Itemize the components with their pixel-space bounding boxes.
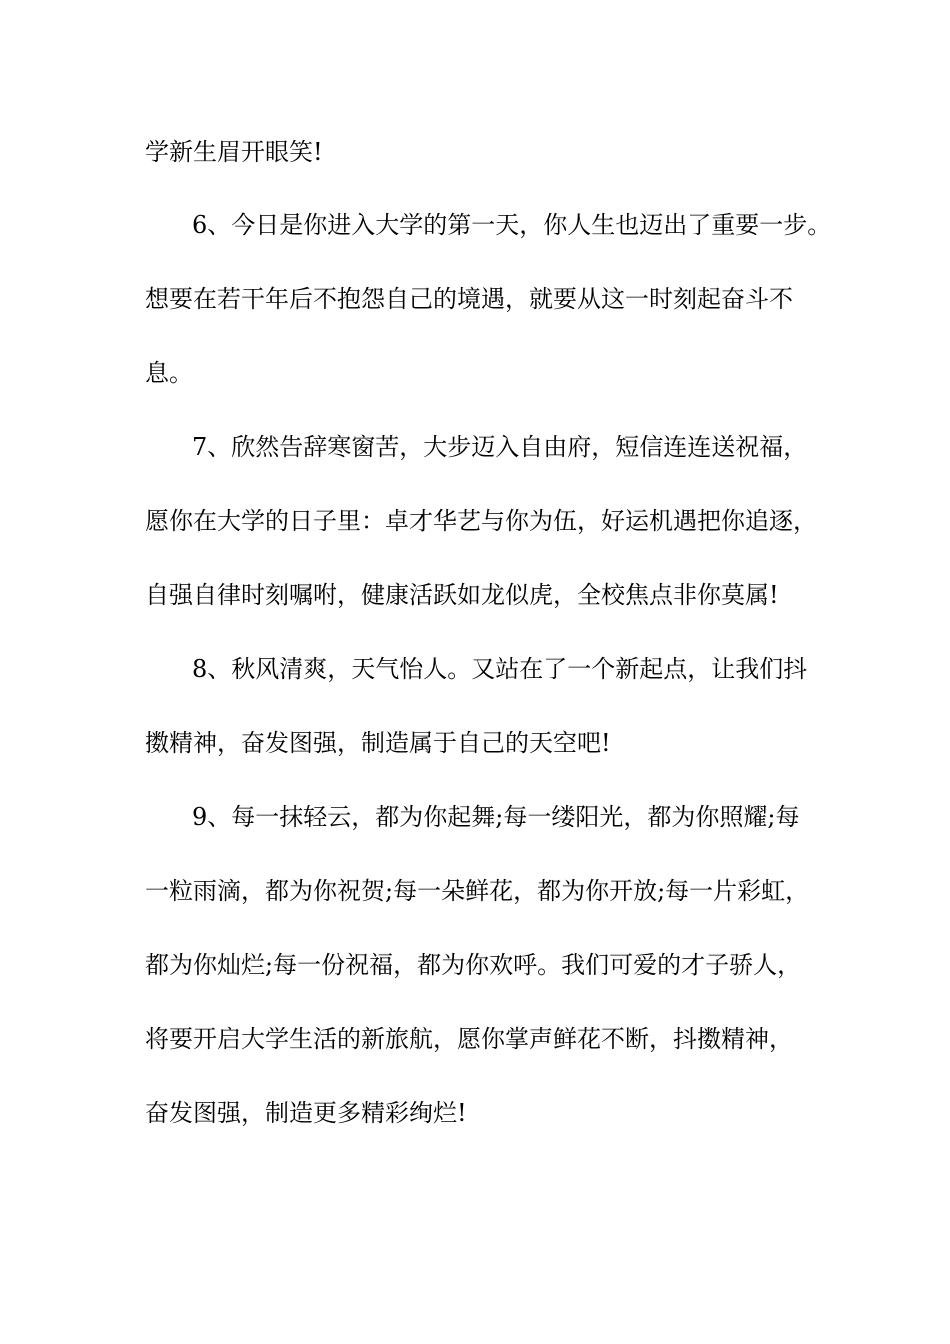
paragraph-9-line-1: 9、每一抹轻云，都为你起舞;每一缕阳光，都为你照耀;每 <box>192 803 800 831</box>
paragraph-8-line-2: 擞精神，奋发图强，制造属于自己的天空吧! <box>145 729 611 757</box>
paragraph-7-line-1: 7、欣然告辞寒窗苦，大步迈入自由府，短信连连送祝福， <box>192 433 808 461</box>
paragraph-9-line-4: 将要开启大学生活的新旅航，愿你掌声鲜花不断，抖擞精神， <box>145 1025 793 1053</box>
paragraph-8-line-1: 8、秋风清爽，天气怡人。又站在了一个新起点，让我们抖 <box>192 655 808 683</box>
paragraph-7-line-2: 愿你在大学的日子里：卓才华艺与你为伍，好运机遇把你追逐， <box>145 507 817 535</box>
paragraph-6-line-3: 息。 <box>145 359 193 387</box>
paragraph-6-line-1: 6、今日是你进入大学的第一天，你人生也迈出了重要一步。 <box>192 211 832 239</box>
paragraph-9-line-3: 都为你灿烂;每一份祝福，都为你欢呼。我们可爱的才子骄人， <box>145 951 802 979</box>
text-line: 学新生眉开眼笑! <box>145 138 323 166</box>
paragraph-9-line-5: 奋发图强，制造更多精彩绚烂! <box>145 1099 467 1127</box>
paragraph-9-line-2: 一粒雨滴，都为你祝贺;每一朵鲜花，都为你开放;每一片彩虹， <box>145 877 810 905</box>
paragraph-6-line-2: 想要在若干年后不抱怨自己的境遇，就要从这一时刻起奋斗不 <box>145 285 793 313</box>
paragraph-7-line-3: 自强自律时刻嘱咐，健康活跃如龙似虎，全校焦点非你莫属! <box>145 581 779 609</box>
